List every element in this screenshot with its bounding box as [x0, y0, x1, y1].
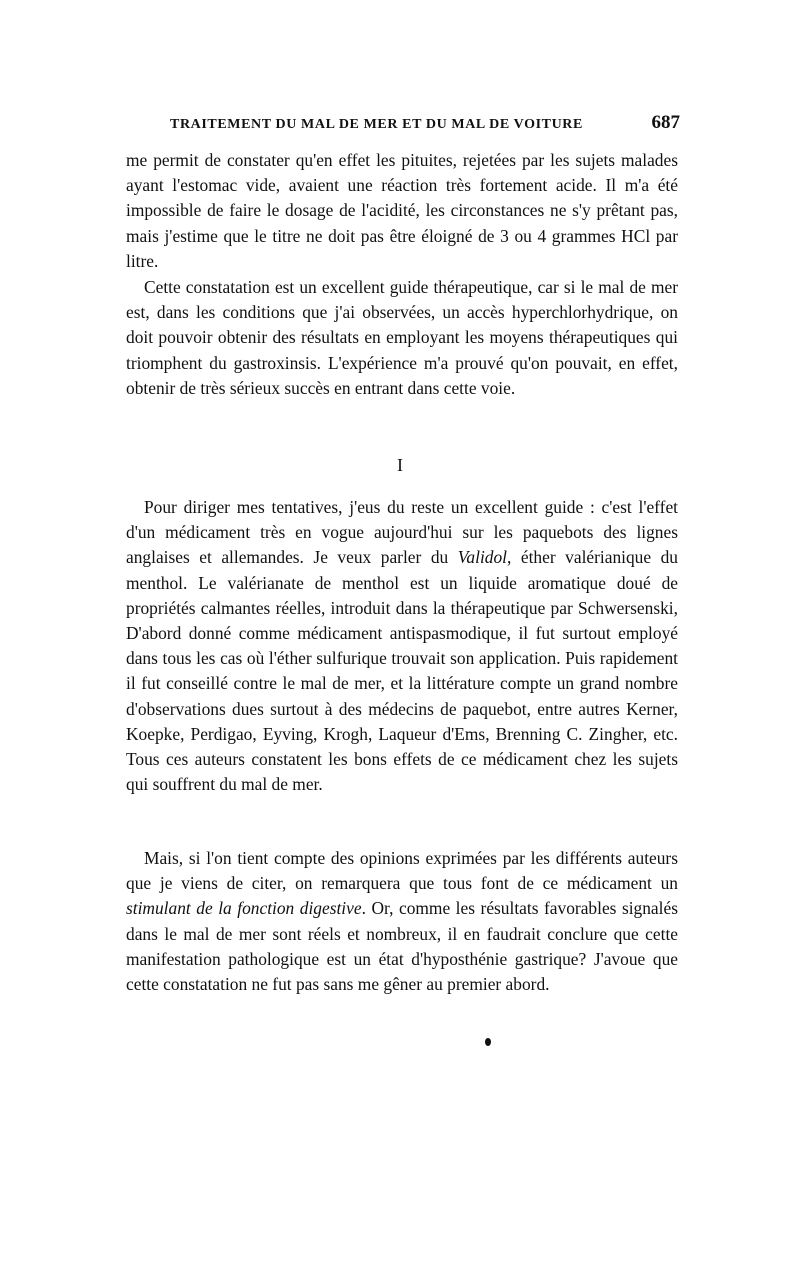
- paragraph-3-text-start: Pour diriger mes tentatives, j'eus du reste un excellent guide : c'est l'effet d'un médicament très en vogue aujourd'hui sur les paquebots des lignes anglaises et allemandes. Je veux parler du: [126, 497, 678, 568]
- paragraph-4-text-start: Mais, si l'on tient compte des opinions exprimées par les différents auteurs que je viens de citer, on remarquera que tous font de ce médicament un: [126, 848, 678, 894]
- page-number: 687: [651, 112, 680, 133]
- paragraph-4-text-end: . Or, comme les résultats favorables signalés dans le mal de mer sont réels et nombreux, il en faudrait conclure que cette manifestation pathologique est un état d'hyposthénie gastrique? J'avoue que cette constatation ne fut pas sans me gêner au premier abord.: [126, 898, 678, 995]
- running-title: TRAITEMENT DU MAL DE MER ET DU MAL DE VOITURE: [170, 117, 583, 132]
- paragraph-2: Cette constatation est un excellent guide thérapeutique, car si le mal de mer est, dans les conditions que j'ai observées, un accès hyperchlorhydrique, on doit pouvoir obtenir des résultats en employant les moyens thérapeutiques qui triomphent du gastroxinsis. L'expérience m'a prouvé qu'on pouvait, en effet, obtenir de très sérieux succès en entrant dans cette voie.: [126, 277, 678, 398]
- page-header: [126, 110, 680, 140]
- paragraph-3: [126, 495, 678, 797]
- paragraph-1: me permit de constater qu'en effet les pituites, rejetées par les sujets malades ayant l'estomac vide, avaient une réaction très fortement acide. Il m'a été impossible de faire le dosage de l'acidité, les circonstances ne s'y prêtant pas, mais j'estime que le titre ne doit pas être éloigné de 3 ou 4 grammes HCl par litre.: [126, 150, 678, 271]
- printer-mark: [485, 1038, 491, 1046]
- section-heading: I: [397, 455, 403, 475]
- stimulant-phrase: stimulant de la fonction digestive: [126, 898, 362, 919]
- validol-term: Validol: [457, 547, 508, 568]
- paragraph-3-text-end: , éther valérianique du menthol. Le valérianate de menthol est un liquide aromatique doué de propriétés calmantes réelles, introduit dans la thérapeutique par Schwersenski, D'abord donné comme médicament antispasmodique, il fut surtout employé dans tous les cas où l'éther sulfurique trouvait son application. Puis rapidement il fut conseillé contre le mal de mer, et la littérature compte un grand nombre d'observations dues surtout à des médecins de paquebot, entre autres Kerner, Koepke, Perdigao, Eyving, Krogh, Laqueur d'Ems, Brenning C. Zingher, etc. Tous ces auteurs constatent les bons effets de ce médicament chez les sujets qui souffrent du mal de mer.: [126, 547, 679, 795]
- paragraph-4: [126, 846, 678, 997]
